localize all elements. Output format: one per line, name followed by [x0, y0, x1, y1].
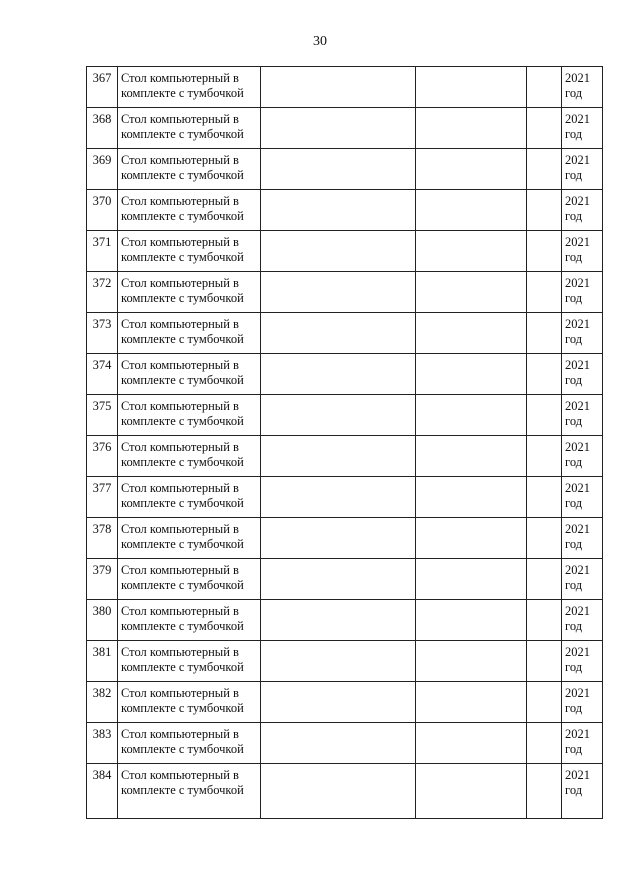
row-number-cell: 373	[87, 313, 118, 354]
table-row	[87, 231, 603, 272]
empty-cell	[416, 395, 527, 436]
year-cell	[562, 67, 603, 108]
empty-cell	[416, 682, 527, 723]
year-unit: год	[565, 578, 583, 592]
row-number-cell: 367	[87, 67, 118, 108]
year-unit: год	[565, 742, 583, 756]
empty-cell	[261, 641, 416, 682]
year-cell	[562, 477, 603, 518]
table-row	[87, 190, 603, 231]
year-cell	[562, 682, 603, 723]
table-row	[87, 313, 603, 354]
empty-cell	[261, 67, 416, 108]
table-row	[87, 641, 603, 682]
year-value: 2021	[565, 153, 590, 167]
row-number-cell: 370	[87, 190, 118, 231]
row-number-cell: 371	[87, 231, 118, 272]
empty-cell	[416, 149, 527, 190]
year-value: 2021	[565, 235, 590, 249]
empty-cell	[527, 518, 562, 559]
empty-cell	[527, 641, 562, 682]
empty-cell	[261, 682, 416, 723]
table-row	[87, 272, 603, 313]
empty-cell	[416, 518, 527, 559]
empty-cell	[416, 231, 527, 272]
empty-cell	[527, 682, 562, 723]
empty-cell	[527, 108, 562, 149]
row-number-cell: 377	[87, 477, 118, 518]
year-value: 2021	[565, 727, 590, 741]
empty-cell	[527, 313, 562, 354]
empty-cell	[527, 436, 562, 477]
year-cell	[562, 723, 603, 764]
empty-cell	[261, 600, 416, 641]
empty-cell	[261, 436, 416, 477]
table-row	[87, 764, 603, 819]
empty-cell	[416, 354, 527, 395]
empty-cell	[527, 477, 562, 518]
year-cell	[562, 641, 603, 682]
empty-cell	[527, 190, 562, 231]
empty-cell	[261, 272, 416, 313]
empty-cell	[527, 764, 562, 819]
empty-cell	[261, 559, 416, 600]
empty-cell	[416, 436, 527, 477]
year-unit: год	[565, 701, 583, 715]
year-unit: год	[565, 619, 583, 633]
year-unit: год	[565, 291, 583, 305]
year-cell	[562, 354, 603, 395]
empty-cell	[261, 518, 416, 559]
row-number-cell: 378	[87, 518, 118, 559]
row-number-cell: 382	[87, 682, 118, 723]
item-name-cell: Стол компьютерный в комплекте с тумбочкой	[118, 354, 261, 395]
empty-cell	[261, 313, 416, 354]
empty-cell	[527, 149, 562, 190]
inventory-table-body	[87, 67, 603, 819]
item-name-cell: Стол компьютерный в комплекте с тумбочкой	[118, 641, 261, 682]
row-number-cell: 372	[87, 272, 118, 313]
year-value: 2021	[565, 645, 590, 659]
year-unit: год	[565, 414, 583, 428]
empty-cell	[527, 231, 562, 272]
year-cell	[562, 149, 603, 190]
year-value: 2021	[565, 686, 590, 700]
table-row	[87, 559, 603, 600]
year-unit: год	[565, 373, 583, 387]
item-name-cell: Стол компьютерный в комплекте с тумбочкой	[118, 600, 261, 641]
year-cell	[562, 190, 603, 231]
row-number-cell: 383	[87, 723, 118, 764]
item-name-cell: Стол компьютерный в комплекте с тумбочкой	[118, 395, 261, 436]
item-name-cell: Стол компьютерный в комплекте с тумбочкой	[118, 313, 261, 354]
item-name-cell: Стол компьютерный в комплекте с тумбочкой	[118, 190, 261, 231]
item-name-cell: Стол компьютерный в комплекте с тумбочкой	[118, 764, 261, 819]
table-row	[87, 149, 603, 190]
empty-cell	[416, 108, 527, 149]
year-cell	[562, 395, 603, 436]
year-cell	[562, 764, 603, 819]
year-value: 2021	[565, 71, 590, 85]
empty-cell	[416, 272, 527, 313]
year-cell	[562, 559, 603, 600]
page-number: 30	[313, 34, 327, 49]
row-number-cell: 381	[87, 641, 118, 682]
item-name-cell: Стол компьютерный в комплекте с тумбочкой	[118, 518, 261, 559]
year-value: 2021	[565, 604, 590, 618]
row-number-cell: 376	[87, 436, 118, 477]
year-value: 2021	[565, 358, 590, 372]
year-unit: год	[565, 332, 583, 346]
year-unit: год	[565, 455, 583, 469]
empty-cell	[416, 477, 527, 518]
table-row	[87, 723, 603, 764]
year-cell	[562, 108, 603, 149]
year-value: 2021	[565, 112, 590, 126]
empty-cell	[261, 108, 416, 149]
year-cell	[562, 600, 603, 641]
year-unit: год	[565, 168, 583, 182]
item-name-cell: Стол компьютерный в комплекте с тумбочкой	[118, 149, 261, 190]
item-name-cell: Стол компьютерный в комплекте с тумбочкой	[118, 272, 261, 313]
year-value: 2021	[565, 399, 590, 413]
table-row	[87, 600, 603, 641]
empty-cell	[416, 600, 527, 641]
year-value: 2021	[565, 276, 590, 290]
inventory-table	[86, 66, 603, 819]
year-value: 2021	[565, 768, 590, 782]
table-row	[87, 67, 603, 108]
empty-cell	[416, 764, 527, 819]
row-number-cell: 368	[87, 108, 118, 149]
year-value: 2021	[565, 522, 590, 536]
year-value: 2021	[565, 481, 590, 495]
row-number-cell: 380	[87, 600, 118, 641]
year-value: 2021	[565, 317, 590, 331]
item-name-cell: Стол компьютерный в комплекте с тумбочкой	[118, 108, 261, 149]
item-name-cell: Стол компьютерный в комплекте с тумбочкой	[118, 436, 261, 477]
empty-cell	[416, 559, 527, 600]
table-row	[87, 477, 603, 518]
empty-cell	[261, 231, 416, 272]
item-name-cell: Стол компьютерный в комплекте с тумбочкой	[118, 682, 261, 723]
year-value: 2021	[565, 194, 590, 208]
table-row	[87, 682, 603, 723]
row-number-cell: 374	[87, 354, 118, 395]
item-name-cell: Стол компьютерный в комплекте с тумбочкой	[118, 231, 261, 272]
year-unit: год	[565, 660, 583, 674]
empty-cell	[416, 190, 527, 231]
item-name-cell: Стол компьютерный в комплекте с тумбочкой	[118, 477, 261, 518]
row-number-cell: 384	[87, 764, 118, 819]
year-cell	[562, 272, 603, 313]
year-cell	[562, 436, 603, 477]
empty-cell	[261, 354, 416, 395]
item-name-cell: Стол компьютерный в комплекте с тумбочкой	[118, 559, 261, 600]
empty-cell	[261, 190, 416, 231]
row-number-cell: 379	[87, 559, 118, 600]
empty-cell	[416, 641, 527, 682]
empty-cell	[261, 764, 416, 819]
empty-cell	[416, 67, 527, 108]
year-cell	[562, 518, 603, 559]
year-unit: год	[565, 86, 583, 100]
year-cell	[562, 231, 603, 272]
empty-cell	[527, 600, 562, 641]
empty-cell	[527, 723, 562, 764]
table-row	[87, 436, 603, 477]
year-unit: год	[565, 496, 583, 510]
empty-cell	[416, 313, 527, 354]
table-row	[87, 354, 603, 395]
empty-cell	[261, 723, 416, 764]
item-name-cell: Стол компьютерный в комплекте с тумбочкой	[118, 723, 261, 764]
empty-cell	[416, 723, 527, 764]
year-unit: год	[565, 783, 583, 797]
year-cell	[562, 313, 603, 354]
year-unit: год	[565, 209, 583, 223]
row-number-cell: 375	[87, 395, 118, 436]
empty-cell	[261, 149, 416, 190]
empty-cell	[527, 67, 562, 108]
item-name-cell: Стол компьютерный в комплекте с тумбочкой	[118, 67, 261, 108]
empty-cell	[527, 395, 562, 436]
year-unit: год	[565, 537, 583, 551]
table-row	[87, 518, 603, 559]
row-number-cell: 369	[87, 149, 118, 190]
empty-cell	[261, 477, 416, 518]
year-unit: год	[565, 127, 583, 141]
empty-cell	[261, 395, 416, 436]
empty-cell	[527, 272, 562, 313]
year-unit: год	[565, 250, 583, 264]
empty-cell	[527, 354, 562, 395]
table-row	[87, 108, 603, 149]
year-value: 2021	[565, 440, 590, 454]
year-value: 2021	[565, 563, 590, 577]
empty-cell	[527, 559, 562, 600]
table-row	[87, 395, 603, 436]
